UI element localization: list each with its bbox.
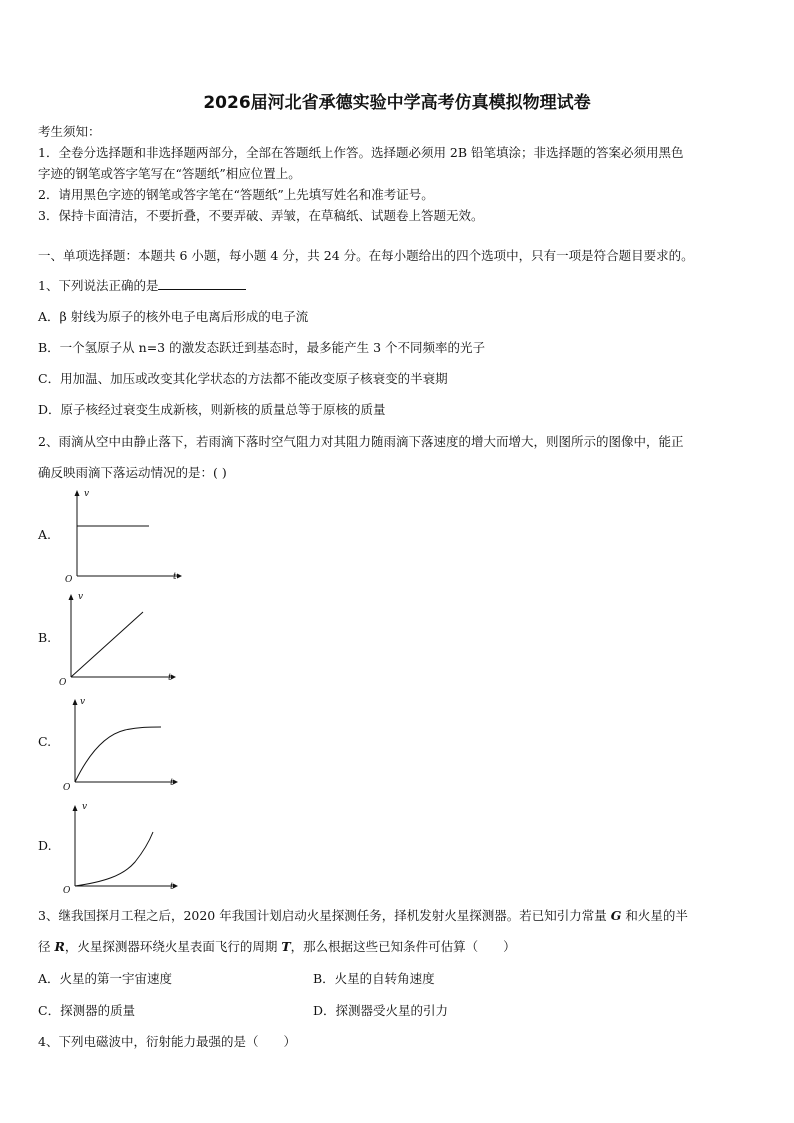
q3-option-c: C．探测器的质量 bbox=[38, 1003, 136, 1018]
q3-stem-line-2 bbox=[38, 937, 516, 955]
q2-graph-c bbox=[63, 694, 188, 794]
q3-option-a: A．火星的第一宇宙速度 bbox=[38, 971, 173, 986]
notice-item-1: 1．全卷分选择题和非选择题两部分，全部在答题纸上作答。选择题必须用 2B 铅笔填涂；非选择题的答案必须用黑色 bbox=[38, 145, 684, 160]
velocity-curve bbox=[71, 612, 143, 677]
y-axis-label: v bbox=[84, 489, 90, 499]
gravitational-constant-symbol: G bbox=[610, 908, 622, 923]
q2-option-a-label: A. bbox=[38, 527, 52, 542]
q1-option-b: B．一个氢原子从 n=3 的激发态跃迁到基态时，最多能产生 3 个不同频率的光子 bbox=[38, 340, 486, 355]
q2-option-b-label: B. bbox=[38, 630, 52, 645]
y-axis-arrow bbox=[73, 699, 78, 705]
notice-heading: 考生须知： bbox=[38, 124, 101, 139]
y-axis-label: v bbox=[82, 802, 88, 812]
q2-option-d-label: D. bbox=[38, 838, 52, 853]
y-axis-arrow bbox=[75, 490, 80, 496]
velocity-curve bbox=[75, 832, 153, 886]
q2-stem-line-2: 确反映雨滴下落运动情况的是：( ) bbox=[38, 465, 227, 480]
x-axis-label: t bbox=[173, 572, 177, 582]
x-axis-arrow bbox=[173, 884, 178, 889]
origin-label: O bbox=[65, 575, 73, 585]
answer-blank bbox=[158, 277, 246, 290]
q3-stem-1a: 3、继我国探月工程之后，2020 年我国计划启动火星探测任务，择机发射火星探测器。若已知引力常量 bbox=[38, 908, 611, 923]
x-axis-arrow bbox=[171, 675, 176, 680]
notice-item-2: 2．请用黑色字迹的钢笔或答字笔在“答题纸”上先填写姓名和准考证号。 bbox=[38, 187, 434, 202]
velocity-curve bbox=[75, 727, 161, 782]
q2-stem-line-1: 2、雨滴从空中由静止落下，若雨滴下落时空气阻力对其阻力随雨滴下落速度的增大而增大，则图所示的图像中，能正 bbox=[38, 434, 684, 449]
origin-label: O bbox=[63, 783, 71, 793]
notice-item-1-cont: 字迹的钢笔或答字笔写在“答题纸”相应位置上。 bbox=[38, 166, 301, 181]
q3-stem-1b: 和火星的半 bbox=[621, 908, 688, 923]
period-symbol: T bbox=[281, 939, 291, 954]
q1-option-d: D．原子核经过衰变生成新核，则新核的质量总等于原核的质量 bbox=[38, 402, 386, 417]
q2-option-c-label: C. bbox=[38, 734, 52, 749]
q3-stem-2a: 径 bbox=[38, 939, 55, 954]
origin-label: O bbox=[63, 886, 71, 896]
q3-option-d: D．探测器受火星的引力 bbox=[313, 1003, 449, 1018]
x-axis-label: t bbox=[170, 882, 174, 892]
x-axis-arrow bbox=[173, 780, 178, 785]
y-axis-arrow bbox=[73, 805, 78, 811]
y-axis-arrow bbox=[69, 594, 74, 600]
q3-option-b: B．火星的自转角速度 bbox=[313, 971, 435, 986]
q1-stem: 1、下列说法正确的是 bbox=[38, 278, 159, 293]
q4-stem: 4、下列电磁波中，衍射能力最强的是（ ） bbox=[38, 1034, 296, 1049]
x-axis-label: t bbox=[170, 778, 174, 788]
q3-stem-line-1 bbox=[38, 906, 688, 924]
q2-graph-a bbox=[62, 484, 187, 584]
x-axis-label: t bbox=[168, 673, 172, 683]
q1-option-a: A．β 射线为原子的核外电子电离后形成的电子流 bbox=[38, 309, 309, 324]
page-title: 2026届河北省承德实验中学高考仿真模拟物理试卷 bbox=[203, 93, 591, 113]
x-axis-arrow bbox=[177, 574, 182, 579]
q3-stem-2c: ，那么根据这些已知条件可估算（ ） bbox=[290, 939, 516, 954]
y-axis-label: v bbox=[80, 697, 86, 707]
origin-label: O bbox=[59, 678, 67, 688]
q2-graph-d bbox=[63, 800, 188, 895]
q3-stem-2b: ，火星探测器环绕火星表面飞行的周期 bbox=[64, 939, 282, 954]
q1-stem-row bbox=[38, 276, 246, 294]
section-heading: 一、单项选择题：本题共 6 小题，每小题 4 分，共 24 分。在每小题给出的四个选项中，只有一项是符合题目要求的。 bbox=[38, 248, 694, 263]
y-axis-label: v bbox=[78, 592, 84, 602]
q2-graph-b bbox=[58, 590, 183, 690]
notice-item-3: 3．保持卡面清洁，不要折叠，不要弄破、弄皱，在草稿纸、试题卷上答题无效。 bbox=[38, 208, 484, 223]
radius-symbol: R bbox=[54, 939, 65, 954]
q1-option-c: C．用加温、加压或改变其化学状态的方法都不能改变原子核衰变的半衰期 bbox=[38, 371, 448, 386]
